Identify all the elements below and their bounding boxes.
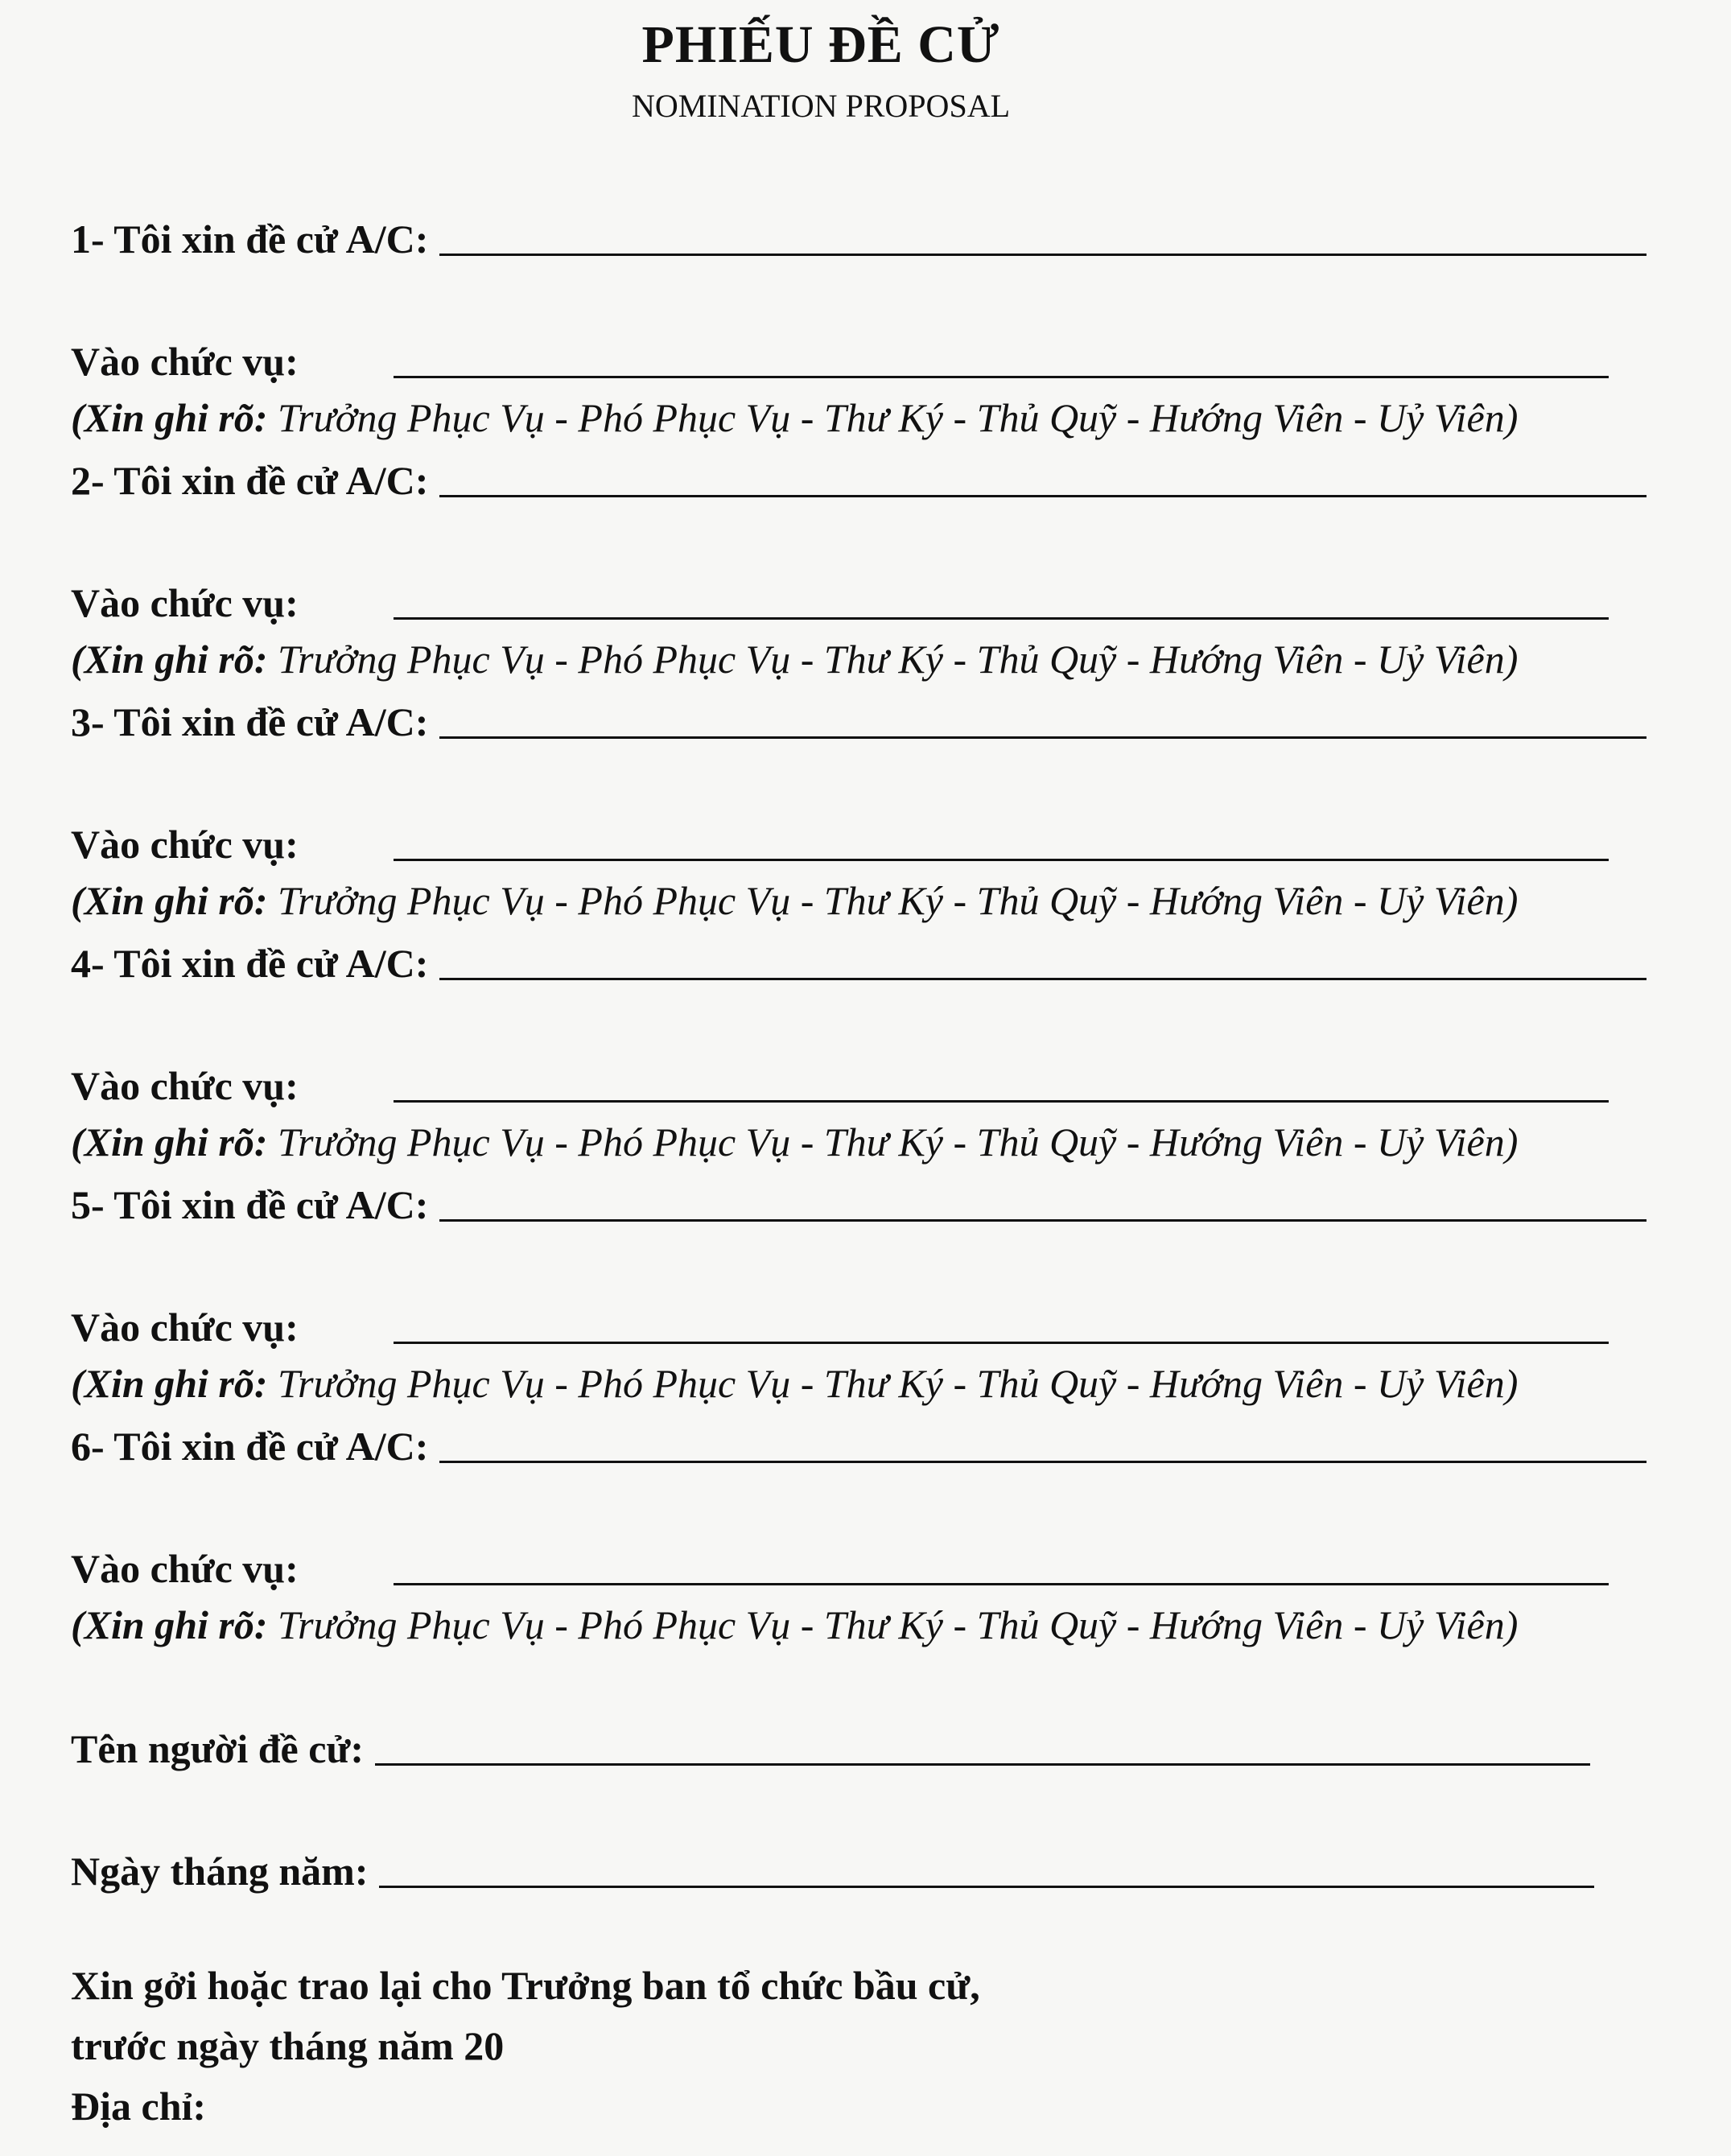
nominee-row-4 bbox=[71, 935, 1647, 986]
hint-options: Trưởng Phục Vụ - Phó Phục Vụ - Thư Ký - Thủ Quỹ - Hướng Viên - Uỷ Viên) bbox=[267, 878, 1519, 923]
nominee-label: 1- Tôi xin đề cử A/C: bbox=[71, 216, 429, 262]
nominee-label: 3- Tôi xin đề cử A/C: bbox=[71, 699, 429, 744]
hint-prefix: (Xin ghi rõ: bbox=[71, 1361, 268, 1406]
position-hint bbox=[71, 1602, 1519, 1647]
position-row-4 bbox=[71, 1057, 1609, 1106]
hint-prefix: (Xin ghi rõ: bbox=[71, 395, 268, 440]
nominee-row-6 bbox=[71, 1418, 1647, 1469]
position-field[interactable] bbox=[394, 1100, 1609, 1103]
position-hint bbox=[71, 880, 1518, 921]
position-field[interactable] bbox=[394, 1583, 1609, 1585]
position-hint bbox=[71, 1363, 1518, 1404]
position-label: Vào chức vụ: bbox=[71, 1546, 299, 1591]
address-label: Địa chỉ: bbox=[71, 2084, 207, 2129]
position-field[interactable] bbox=[394, 859, 1609, 861]
date-label: Ngày tháng năm: bbox=[71, 1849, 369, 1894]
hint-options: Trưởng Phục Vụ - Phó Phục Vụ - Thư Ký - Thủ Quỹ - Hướng Viên - Uỷ Viên) bbox=[267, 395, 1519, 440]
nominee-name-field[interactable] bbox=[439, 978, 1647, 980]
nominee-name-field[interactable] bbox=[439, 1219, 1647, 1222]
position-label: Vào chức vụ: bbox=[71, 1063, 299, 1108]
hint-prefix: (Xin ghi rõ: bbox=[71, 1602, 268, 1647]
hint-prefix: (Xin ghi rõ: bbox=[71, 637, 268, 682]
nominee-name-field[interactable] bbox=[439, 254, 1647, 256]
nominee-row-1 bbox=[71, 211, 1647, 262]
position-field[interactable] bbox=[394, 617, 1609, 620]
position-hint bbox=[71, 1119, 1519, 1165]
hint-options: Trưởng Phục Vụ - Phó Phục Vụ - Thư Ký - Thủ Quỹ - Hướng Viên - Uỷ Viên) bbox=[267, 1361, 1519, 1406]
nominator-name-field[interactable] bbox=[375, 1763, 1590, 1766]
hint-prefix: (Xin ghi rõ: bbox=[71, 878, 268, 923]
position-row-3 bbox=[71, 816, 1609, 867]
nominee-name-field[interactable] bbox=[439, 1461, 1647, 1463]
position-hint bbox=[71, 395, 1519, 440]
position-field[interactable] bbox=[394, 376, 1609, 378]
date-field[interactable] bbox=[379, 1886, 1594, 1888]
form-title: PHIẾU ĐỀ CỬ bbox=[641, 15, 1000, 74]
hint-options: Trưởng Phục Vụ - Phó Phục Vụ - Thư Ký - Thủ Quỹ - Hướng Viên - Uỷ Viên) bbox=[267, 1602, 1519, 1647]
nominee-row-3 bbox=[71, 694, 1647, 742]
nominator-label: Tên người đề cử: bbox=[71, 1726, 365, 1771]
position-label: Vào chức vụ: bbox=[71, 1305, 299, 1350]
nominee-name-field[interactable] bbox=[439, 495, 1647, 497]
form-subtitle: NOMINATION PROPOSAL bbox=[631, 88, 1011, 124]
return-instruction: Xin gởi hoặc trao lại cho Trưởng ban tổ chức bầu cử, bbox=[71, 1963, 980, 2008]
deadline-instruction: trước ngày tháng năm 20 bbox=[71, 2023, 505, 2068]
position-field[interactable] bbox=[394, 1342, 1609, 1344]
position-label: Vào chức vụ: bbox=[71, 822, 299, 867]
nominee-name-field[interactable] bbox=[439, 736, 1647, 739]
nominee-label: 5- Tôi xin đề cử A/C: bbox=[71, 1182, 429, 1227]
position-row-5 bbox=[71, 1299, 1609, 1350]
position-row-2 bbox=[71, 575, 1609, 623]
hint-options: Trưởng Phục Vụ - Phó Phục Vụ - Thư Ký - Thủ Quỹ - Hướng Viên - Uỷ Viên) bbox=[267, 637, 1519, 682]
hint-prefix: (Xin ghi rõ: bbox=[71, 1119, 268, 1165]
position-row-6 bbox=[71, 1540, 1609, 1589]
hint-options: Trưởng Phục Vụ - Phó Phục Vụ - Thư Ký - Thủ Quỹ - Hướng Viên - Uỷ Viên) bbox=[267, 1119, 1519, 1165]
position-row-1 bbox=[71, 333, 1609, 384]
nominee-label: 4- Tôi xin đề cử A/C: bbox=[71, 941, 429, 986]
nominee-row-5 bbox=[71, 1177, 1647, 1225]
nominee-label: 2- Tôi xin đề cử A/C: bbox=[71, 458, 429, 503]
position-label: Vào chức vụ: bbox=[71, 339, 299, 384]
date-row bbox=[71, 1843, 1594, 1894]
nominator-row bbox=[71, 1721, 1590, 1769]
position-hint bbox=[71, 637, 1519, 682]
nominee-label: 6- Tôi xin đề cử A/C: bbox=[71, 1424, 429, 1469]
nominee-row-2 bbox=[71, 452, 1647, 501]
position-label: Vào chức vụ: bbox=[71, 580, 299, 625]
